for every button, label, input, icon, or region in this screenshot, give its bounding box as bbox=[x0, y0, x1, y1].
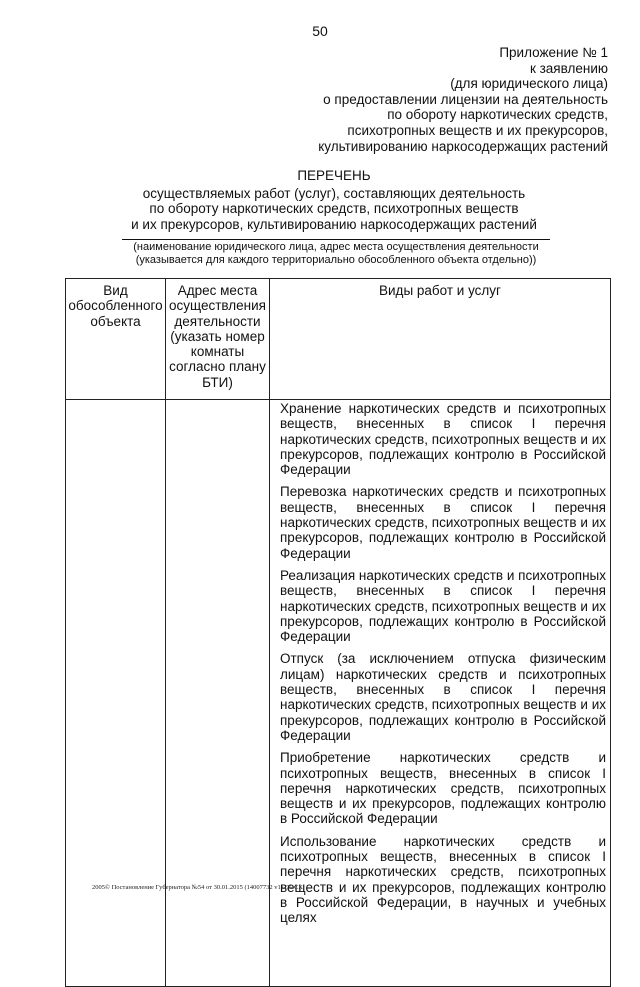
appendix-line: по обороту наркотических средств, bbox=[387, 107, 608, 123]
table-row bbox=[66, 400, 611, 987]
caption-line: (указывается для каждого территориально обособленного объекта отдельно)) bbox=[135, 254, 537, 266]
address-cell bbox=[166, 400, 270, 987]
appendix-line: (для юридического лица) bbox=[450, 76, 608, 92]
document-title bbox=[60, 168, 608, 232]
services-table bbox=[65, 278, 611, 987]
service-item: Приобретение наркотических средств и психотропных веществ, внесенных в список I перечня наркотических средств, психотропных веществ и их прекурсоров, подлежащих контролю в Российской Федерации bbox=[280, 750, 606, 827]
object-type-cell bbox=[66, 400, 166, 987]
title-line: и их прекурсоров, культивированию наркосодержащих растений bbox=[131, 216, 537, 232]
appendix-line: к заявлению bbox=[529, 60, 608, 76]
caption-line: (наименование юридического лица, адрес места осуществления деятельности bbox=[133, 241, 539, 253]
table-header-row bbox=[66, 279, 611, 400]
appendix-line: культивированию наркосодержащих растений bbox=[318, 138, 608, 154]
service-item: Реализация наркотических средств и психотропных веществ, внесенных в список I перечня наркотических средств, психотропных веществ и их прекурсоров, подлежащих контролю в Российской Федерации bbox=[280, 567, 606, 645]
header-services: Виды работ и услуг bbox=[270, 279, 611, 400]
appendix-reference bbox=[318, 45, 608, 154]
page-number: 50 bbox=[312, 23, 328, 39]
service-item: Использование наркотических средств и психотропных веществ, внесенных в список I перечня наркотических средств, психотропных веществ и их прекурсоров, подлежащих контролю в Российской Федерации, в научных и учебных целях bbox=[280, 833, 606, 926]
services-cell bbox=[270, 400, 611, 987]
title-line: по обороту наркотических средств, психотропных веществ bbox=[149, 201, 519, 216]
entity-name-line bbox=[122, 239, 550, 240]
appendix-line: Приложение № 1 bbox=[499, 45, 608, 60]
header-object-type: Вид обособленного объекта bbox=[66, 279, 166, 400]
title-heading: ПЕРЕЧЕНЬ bbox=[297, 168, 371, 183]
entity-name-caption bbox=[122, 241, 550, 267]
document-footer: 2005© Постановление Губернатора №54 от 30.01.2015 (14007732 v1).DOCX bbox=[92, 884, 303, 891]
header-address: Адрес места осуществления деятельности (указать номер комнаты согласно плану БТИ) bbox=[166, 279, 270, 400]
title-line: осуществляемых работ (услуг), составляющих деятельность bbox=[142, 185, 526, 201]
appendix-line: о предоставлении лицензии на деятельность bbox=[323, 91, 608, 107]
appendix-line: психотропных веществ и их прекурсоров, bbox=[347, 122, 608, 138]
service-item: Отпуск (за исключением отпуска физическим лицам) наркотических средств и психотропных веществ, внесенных в список I перечня наркотических средств, психотропных веществ и их прекурсоров, подлежащих контролю в Российской Федерации bbox=[280, 651, 606, 743]
service-item: Перевозка наркотических средств и психотропных веществ, внесенных в список I перечня наркотических средств, психотропных веществ и их прекурсоров, подлежащих контролю в Российской Федерации bbox=[280, 484, 606, 561]
service-item: Хранение наркотических средств и психотропных веществ, внесенных в список I перечня наркотических средств, психотропных веществ и их прекурсоров, подлежащих контролю в Российской Федерации bbox=[280, 401, 606, 478]
